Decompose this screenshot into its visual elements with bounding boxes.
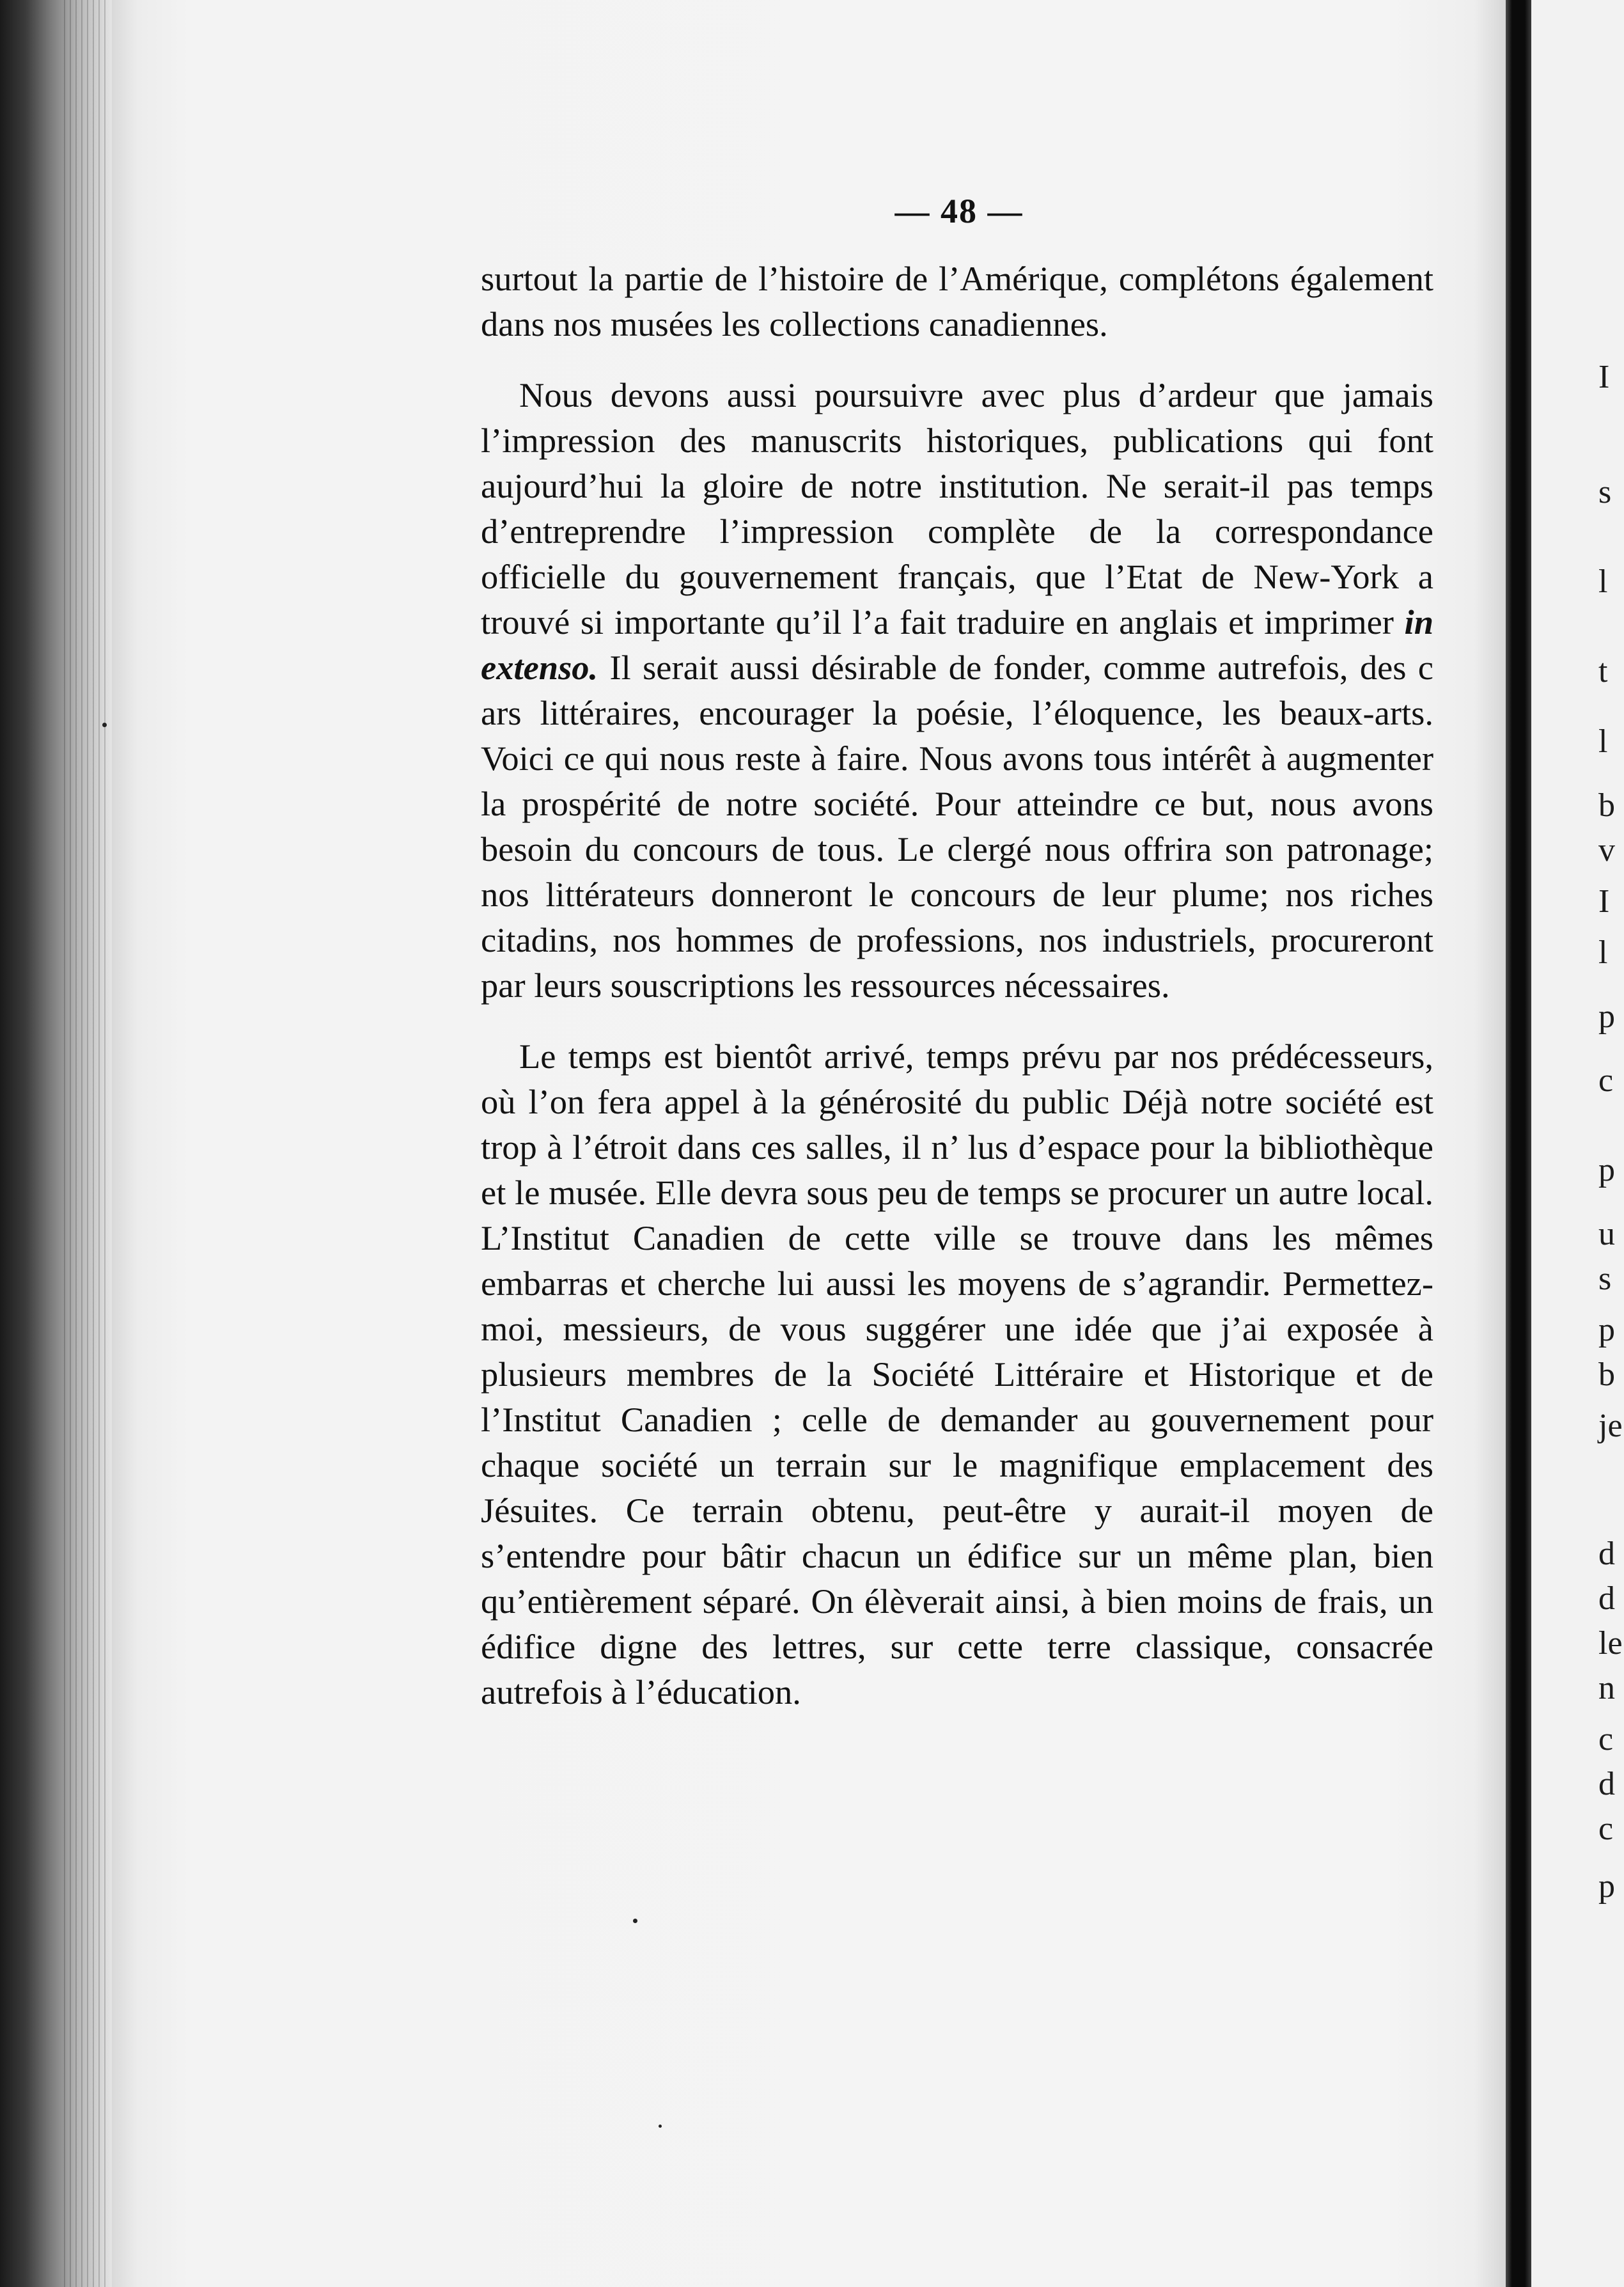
adjacent-page-fragment: s <box>1598 1261 1612 1297</box>
paragraph-2-part-1: Nous devons aussi poursuivre avec plus d’ardeur que jamais l’impression des manuscrits historiques, publications qui font aujourd’hui la gloire de notre institution. Ne serait-il pas temps d’entreprendre l’impression complète de la correspondance officielle du gouvernement français, que l’Etat de New-York a trouvé si importante qu’il l’a fait traduire en anglais et imprimer <box>481 375 1433 641</box>
adjacent-page-fragment: n <box>1598 1670 1615 1706</box>
adjacent-page-fragment: l <box>1598 723 1608 760</box>
adjacent-page-fragment: v <box>1598 832 1615 868</box>
adjacent-page-fragment: l <box>1598 563 1608 600</box>
adjacent-page-fragment: s <box>1598 474 1612 510</box>
adjacent-page-fragment: I <box>1598 359 1610 395</box>
adjacent-page-fragment: je <box>1598 1408 1623 1444</box>
adjacent-page-fragment: p <box>1598 1868 1615 1905</box>
adjacent-page-fragment: p <box>1598 1312 1615 1348</box>
adjacent-page-fragment: p <box>1598 998 1615 1035</box>
adjacent-page-fragment: c <box>1598 1811 1614 1847</box>
page-number: — 48 — <box>894 192 1024 230</box>
adjacent-page-fragment: I <box>1598 883 1610 920</box>
page-gutter <box>1506 0 1531 2287</box>
scan-speck <box>659 2125 662 2128</box>
adjacent-page-fragment: b <box>1598 787 1615 824</box>
adjacent-page-fragment: c <box>1598 1721 1614 1757</box>
adjacent-page-fragment: b <box>1598 1356 1615 1393</box>
paragraph-2 <box>481 372 1433 1008</box>
body-text <box>481 256 1433 1715</box>
scan-speck <box>102 723 107 727</box>
paragraph-2-part-2: Il serait aussi désirable de fonder, comme autrefois, des c ars littéraires, encourager la poésie, l’éloquence, les beaux-arts. Voici ce qui nous reste à faire. Nous avons tous intérêt à augmenter la prospérité de notre société. Pour atteindre ce but, nous avons besoin du concours de tous. Le clergé nous offrira son patronage; nos littérateurs donneront le concours de leur plume; nos riches citadins, nos hommes de professions, nos industriels, procureront par leurs souscriptions les ressources nécessaires. <box>481 648 1433 1005</box>
paragraph-1: surtout la partie de l’histoire de l’Amérique, complétons également dans nos musées les collections canadiennes. <box>481 259 1433 343</box>
paragraph-3: Le temps est bientôt arrivé, temps prévu par nos prédécesseurs, où l’on fera appel à la générosité du public Déjà notre société est trop à l’étroit dans ces salles, il n’ lus d’espace pour la bibliothèque et le musée. Elle devra sous peu de temps se procurer un autre local. L’Institut Canadien de cette ville se trouve dans les mêmes embarras et cherche lui aussi les moyens de s’agrandir. Permettez-moi, messieurs, de vous suggérer une idée que j’ai exposée à plusieurs membres de la Société Littéraire et Historique et de l’Institut Canadien ; celle de demander au gouvernement pour chaque société un terrain sur le magnifique emplacement des Jésuites. Ce terrain obtenu, peut-être y aurait-il moyen de s’entendre pour bâtir chacun un édifice sur un même plan, bien qu’entièrement séparé. On élèverait ainsi, à bien moins de frais, un édifice digne des lettres, sur cette terre classique, consacrée autrefois à l’éducation. <box>481 1037 1433 1711</box>
scan-speck <box>633 1919 637 1923</box>
adjacent-page-fragment: p <box>1598 1152 1615 1188</box>
adjacent-page-fragment: d <box>1598 1580 1615 1617</box>
adjacent-page-fragment: d <box>1598 1766 1615 1802</box>
adjacent-page-fragment: l <box>1598 934 1608 971</box>
adjacent-page-fragment: t <box>1598 653 1608 689</box>
latin-phrase: in extenso. <box>481 602 1433 687</box>
adjacent-page-fragment: c <box>1598 1062 1614 1099</box>
adjacent-page-fragment: u <box>1598 1216 1615 1252</box>
adjacent-page-fragment: d <box>1598 1536 1615 1572</box>
page-stack-edges <box>64 0 109 2287</box>
adjacent-page-fragment: le <box>1598 1625 1623 1662</box>
adjacent-page-sliver <box>1531 0 1624 2287</box>
